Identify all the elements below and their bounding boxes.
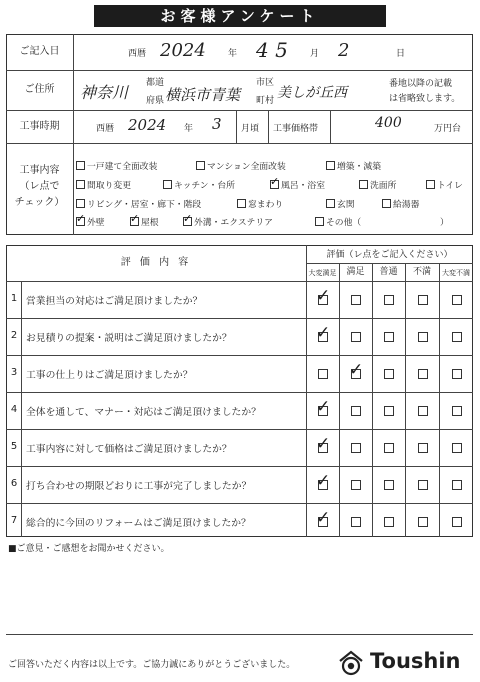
address-city-unit-1: 市区 xyxy=(256,78,275,88)
work-option-other[interactable]: その他（ xyxy=(315,215,361,228)
rating-checkbox[interactable] xyxy=(418,480,428,490)
rating-checkbox[interactable] xyxy=(384,443,394,453)
date-year-value[interactable]: 2024 xyxy=(160,40,206,61)
rating-checkbox[interactable] xyxy=(384,295,394,305)
page-title: お客様アンケート xyxy=(94,5,386,27)
work-label-1: 工事内容 xyxy=(19,165,60,176)
rating-check-mark: ✓ xyxy=(316,397,331,417)
level-very-dissatisfied: 大変不満 xyxy=(442,269,470,277)
period-era: 西暦 xyxy=(96,124,115,134)
date-era: 西暦 xyxy=(128,49,147,59)
footer-note: ご回答いただく内容は以上です。ご協力誠にありがとうございました。 xyxy=(8,660,296,670)
rating-check-mark: ✓ xyxy=(316,508,331,528)
date-month-unit: 月 xyxy=(310,49,320,59)
period-label: 工事時期 xyxy=(19,121,60,132)
rating-checkbox[interactable] xyxy=(384,332,394,342)
date-month-value[interactable]: 4 5 xyxy=(256,38,288,62)
work-option-windows[interactable]: 窓まわり xyxy=(237,197,283,210)
work-option-roof[interactable]: ✓ 屋根 xyxy=(130,215,159,228)
rating-check-mark: ✓ xyxy=(316,323,331,343)
rating-checkbox[interactable] xyxy=(384,517,394,527)
date-label: ご記入日 xyxy=(19,46,60,57)
rating-check-mark: ✓ xyxy=(316,471,331,491)
evaluation-rating-header: 評価（レ点をご記入ください） xyxy=(326,250,453,260)
period-month-unit: 月頃 xyxy=(241,124,260,134)
rating-checkbox[interactable] xyxy=(384,406,394,416)
work-label-2: （レ点で xyxy=(19,181,60,192)
level-neutral: 普通 xyxy=(379,267,398,277)
evaluation-content-header: 評 価 内 容 xyxy=(120,257,192,268)
question-number: 5 xyxy=(10,441,18,452)
work-option-other-close: ） xyxy=(440,218,449,228)
address-pref-unit-2: 府県 xyxy=(146,96,165,106)
level-very-satisfied: 大変満足 xyxy=(308,269,337,277)
price-label: 工事価格帯 xyxy=(273,124,319,134)
work-option-full-house[interactable]: 一戸建て全面改装 xyxy=(76,159,157,172)
address-note-1: 番地以降の記載 xyxy=(389,79,453,89)
rating-checkbox[interactable] xyxy=(452,332,462,342)
question-text: 営業担当の対応はご満足頂けましたか？ xyxy=(26,296,203,307)
work-option-entrance[interactable]: 玄関 xyxy=(326,197,355,210)
rating-checkbox[interactable] xyxy=(418,406,428,416)
rating-checkbox[interactable] xyxy=(351,480,361,490)
rating-checkbox[interactable] xyxy=(452,443,462,453)
rating-checkbox[interactable] xyxy=(418,332,428,342)
work-option-mansion[interactable]: マンション全面改装 xyxy=(196,159,286,172)
date-day-value[interactable]: 2 xyxy=(338,40,350,61)
work-option-kitchen[interactable]: キッチン・台所 xyxy=(163,178,235,191)
work-option-exterior-wall[interactable]: ✓外壁 xyxy=(76,215,105,228)
question-text: 工事内容に対して価格はご満足頂けましたか？ xyxy=(26,444,232,455)
question-text: 工事の仕上りはご満足頂けましたか？ xyxy=(26,370,193,381)
address-pref-unit-1: 都道 xyxy=(146,78,165,88)
rating-check-mark: ✓ xyxy=(316,434,331,454)
work-option-exterior[interactable]: ✓ 外溝・エクステリア xyxy=(183,215,273,228)
period-year-value[interactable]: 2024 xyxy=(128,116,167,134)
rating-checkbox[interactable] xyxy=(351,406,361,416)
work-option-toilet[interactable]: トイレ xyxy=(426,178,463,191)
address-city-value[interactable]: 横浜市青葉 xyxy=(165,86,241,104)
rating-checkbox[interactable] xyxy=(351,517,361,527)
question-number: 1 xyxy=(10,293,18,304)
rating-checkbox[interactable] xyxy=(452,480,462,490)
price-unit: 万円台 xyxy=(434,124,462,134)
address-area-value[interactable]: 美しが丘西 xyxy=(277,85,347,101)
question-text: 打ち合わせの期限どおりに工事が完了しましたか？ xyxy=(26,481,252,492)
question-text: 全体を通して、マナー・対応はご満足頂けましたか？ xyxy=(26,407,261,418)
address-city-unit-2: 町村 xyxy=(256,96,275,106)
question-number: 4 xyxy=(10,404,18,415)
rating-checkbox[interactable] xyxy=(351,443,361,453)
work-option-layout[interactable]: 間取り変更 xyxy=(76,178,131,191)
question-text: お見積りの提案・説明はご満足頂けましたか？ xyxy=(26,333,232,344)
rating-checkbox[interactable] xyxy=(418,517,428,527)
address-note-2: は省略致します。 xyxy=(389,94,461,104)
level-satisfied: 満足 xyxy=(346,267,365,277)
rating-checkbox[interactable] xyxy=(452,295,462,305)
work-label-3: チェック） xyxy=(14,197,65,208)
comments-area[interactable] xyxy=(6,554,473,634)
date-day-unit: 日 xyxy=(396,49,406,59)
comments-label: ■ご意見・ご感想をお聞かせください。 xyxy=(8,544,170,554)
address-label: ご住所 xyxy=(24,84,55,95)
rating-checkbox[interactable] xyxy=(418,369,428,379)
rating-checkbox[interactable] xyxy=(418,443,428,453)
period-year-unit: 年 xyxy=(184,124,194,134)
rating-checkbox[interactable] xyxy=(384,480,394,490)
evaluation-table xyxy=(6,245,473,537)
price-value[interactable]: 400 xyxy=(375,115,402,131)
question-text: 総合的に今回のリフォームはご満足頂けましたか？ xyxy=(26,518,251,529)
rating-check-mark: ✓ xyxy=(316,286,331,306)
question-number: 6 xyxy=(10,478,18,489)
rating-checkbox[interactable] xyxy=(318,369,328,379)
work-option-water-heater[interactable]: 給湯器 xyxy=(382,197,419,210)
work-option-bath[interactable]: ✓ 風呂・浴室 xyxy=(270,178,325,191)
rating-checkbox[interactable] xyxy=(418,295,428,305)
level-dissatisfied: 不満 xyxy=(412,267,431,277)
date-year-unit: 年 xyxy=(228,49,238,59)
question-number: 7 xyxy=(10,515,18,526)
question-number: 2 xyxy=(10,330,18,341)
rating-checkbox[interactable] xyxy=(452,406,462,416)
address-prefecture-value[interactable]: 神奈川 xyxy=(80,83,129,102)
question-number: 3 xyxy=(10,367,18,378)
rating-checkbox[interactable] xyxy=(351,332,361,342)
work-option-washroom[interactable]: 洗面所 xyxy=(359,178,396,191)
rating-check-mark: ✓ xyxy=(349,360,364,380)
rating-checkbox[interactable] xyxy=(452,517,462,527)
period-month-value[interactable]: 3 xyxy=(212,115,222,133)
work-option-extension[interactable]: 増築・減築 xyxy=(326,159,381,172)
rating-checkbox[interactable] xyxy=(384,369,394,379)
rating-checkbox[interactable] xyxy=(351,295,361,305)
brand-name: Toushin xyxy=(370,649,461,673)
work-option-living[interactable]: リビング・居室・廊下・階段 xyxy=(76,197,201,210)
rating-checkbox[interactable] xyxy=(452,369,462,379)
toushin-logo-icon xyxy=(336,648,366,678)
